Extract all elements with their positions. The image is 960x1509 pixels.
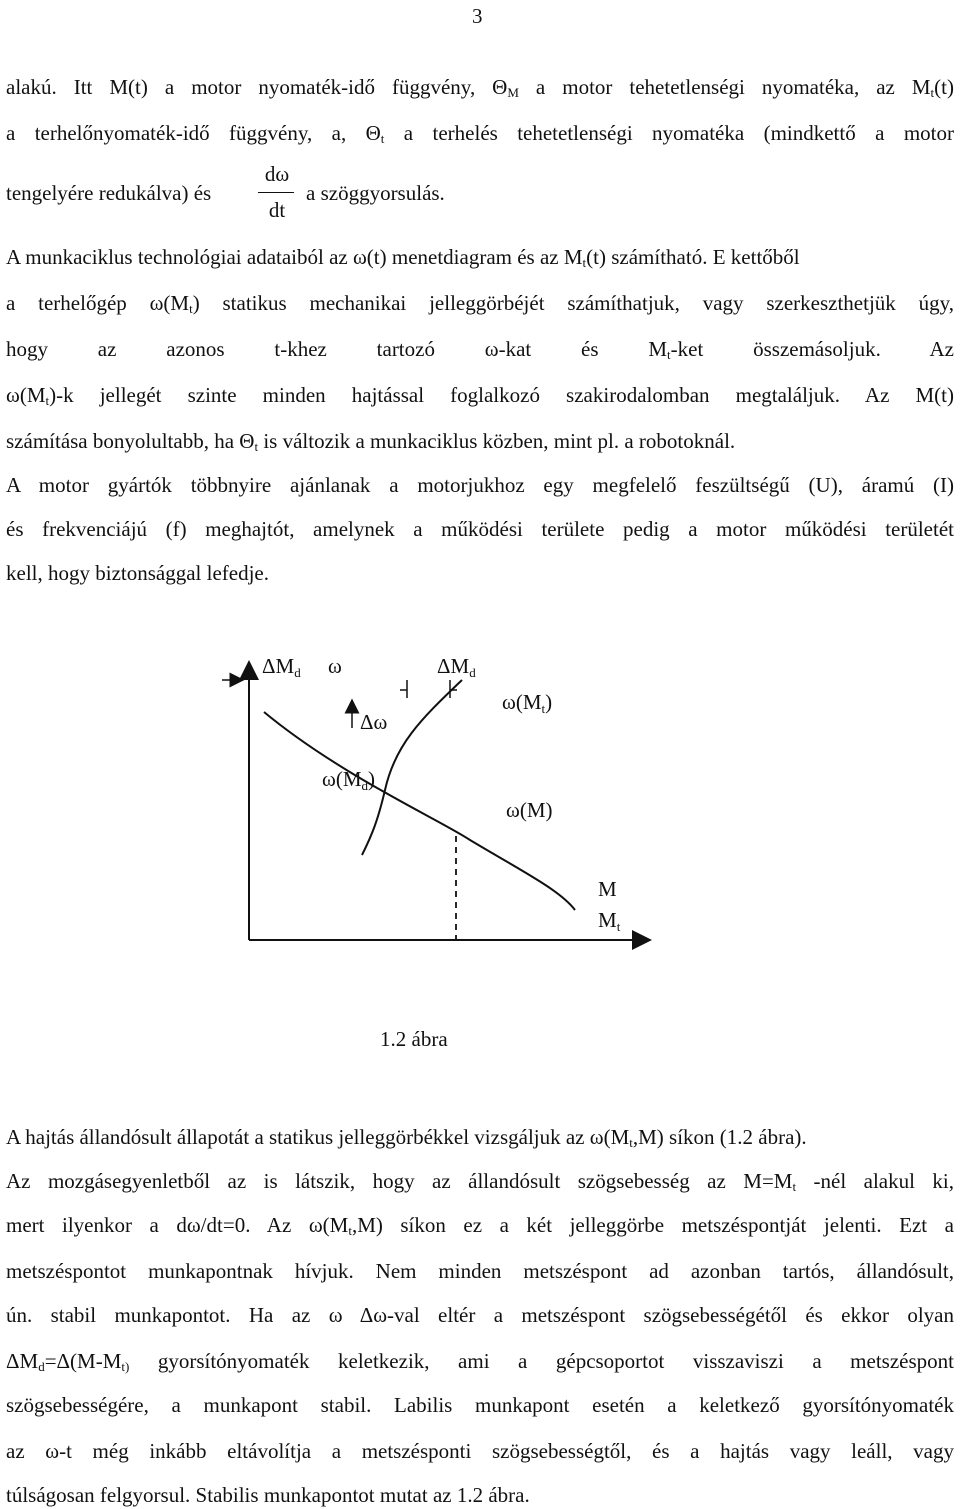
- para4-line9: túlságosan felgyorsul. Stabilis munkapontot mutat az 1.2 ábra.: [6, 1483, 530, 1507]
- subscript: t: [582, 255, 587, 270]
- para4-line5: ún. stabil munkapontot. Ha az ω Δω-val eltér a metszéspont szögsebességétől és ekkor olyan: [6, 1303, 954, 1327]
- subscript: t: [380, 131, 385, 146]
- label-axis-m: M: [598, 877, 617, 901]
- text-run: )-k jellegét szinte minden hajtással foglalkozó szakirodalomban megtaláljuk. Az M(t): [49, 383, 954, 407]
- subscript: t: [254, 439, 259, 454]
- para2-line2: [6, 290, 954, 316]
- label-axis-mt: Mt: [598, 908, 621, 934]
- label-delta-md-right: ΔMd: [437, 654, 476, 680]
- para2-line1: [6, 244, 954, 270]
- para4-line8: az ω-t még inkább eltávolítja a metszésponti szögsebességtől, és a hajtás vagy leáll, vagy: [6, 1439, 954, 1463]
- para3-line1: A motor gyártók többnyire ajánlanak a motorjukhoz egy megfelelő feszültségű (U), áramú (I): [6, 473, 954, 497]
- label-delta-md-left: ΔMd: [262, 654, 301, 680]
- label-omega-mt: ω(Mt): [502, 690, 553, 716]
- subscript: t: [348, 1223, 352, 1238]
- text-run: a motor tehetetlenségi nyomatéka, az M: [518, 75, 931, 99]
- para3-line3: kell, hogy biztonsággal lefedje.: [6, 561, 270, 585]
- para4-line3: [6, 1212, 954, 1238]
- subscript: M: [507, 85, 519, 100]
- fraction-numerator: dω: [264, 162, 290, 186]
- label-omega-md: ω(Md): [322, 767, 375, 793]
- fraction-bar: [258, 192, 294, 193]
- subscript: t: [667, 347, 671, 362]
- text-run: számítása bonyolultabb, ha Θ: [6, 429, 255, 453]
- subscript: t: [792, 1179, 797, 1194]
- text-run: ) statikus mechanikai jelleggörbéjét számíthatjuk, vagy szerkeszthetjük úgy,: [192, 291, 954, 315]
- text-run: ω(M: [6, 383, 46, 407]
- label-omega-axis: ω: [328, 654, 342, 678]
- figure-omega-m-diagram: [0, 640, 960, 960]
- para2-line5: [6, 428, 954, 454]
- text-run: (t): [934, 75, 954, 99]
- subscript: t: [930, 85, 935, 100]
- para4-line1: [6, 1124, 954, 1150]
- figure-caption: 1.2 ábra: [380, 1027, 448, 1051]
- fraction-denominator: dt: [268, 198, 286, 222]
- text-run: mert ilyenkor a dω/dt=0. Az ω(M: [6, 1213, 349, 1237]
- text-run: ,M) síkon (1.2 ábra).: [632, 1125, 807, 1149]
- text-run: a terhelés tehetetlenségi nyomatéka (mindkettő a motor: [384, 121, 954, 145]
- para4-line4: metszéspontot munkapontnak hívjuk. Nem minden metszéspont ad azonban tartós, állandósult,: [6, 1259, 954, 1283]
- text-run: ΔM: [6, 1349, 39, 1373]
- text-run: ,M) síkon ez a két jelleggörbe metszéspontját jelenti. Ezt a: [351, 1213, 954, 1237]
- para3-line2: és frekvenciájú (f) meghajtót, amelynek a működési területe pedig a motor működési területét: [6, 517, 954, 541]
- label-omega-m: ω(M): [506, 798, 553, 822]
- para1-line2: [6, 120, 954, 146]
- subscript: t: [629, 1135, 633, 1150]
- text-run: alakú. Itt M(t) a motor nyomaték-idő függvény, Θ: [6, 75, 508, 99]
- text-run: A hajtás állandósult állapotát a statikus jelleggörbékkel vizsgáljuk az ω(M: [6, 1125, 630, 1149]
- subscript: d: [38, 1359, 45, 1374]
- subscript: t: [45, 393, 50, 408]
- text-run: Az mozgásegyenletből az is látszik, hogy az állandósult szögsebesség az M=M: [6, 1169, 793, 1193]
- para4-line2: [6, 1168, 954, 1194]
- text-run: hogy az azonos t-khez tartozó ω-kat és M: [6, 337, 668, 361]
- text-run: is változik a munkaciklus közben, mint pl. a robotoknál.: [258, 429, 736, 453]
- text-run: -nél alakul ki,: [796, 1169, 955, 1193]
- subscript: t): [121, 1359, 130, 1374]
- para2-line4: [6, 382, 954, 408]
- page-number: 3: [472, 4, 483, 28]
- text-run: a terhelőgép ω(M: [6, 291, 190, 315]
- para4-line6: [6, 1348, 954, 1374]
- text-run: A munkaciklus technológiai adataiból az ω(t) menetdiagram és az M: [6, 245, 583, 269]
- para1-line1: [6, 74, 954, 100]
- para1-line3a: tengelyére redukálva) és: [6, 181, 212, 205]
- text-run: gyorsítónyomaték keletkezik, ami a gépcsoportot visszaviszi a metszéspont: [129, 1349, 954, 1373]
- subscript: t: [189, 301, 193, 316]
- para2-line3: [6, 336, 954, 362]
- label-delta-omega: Δω: [360, 710, 388, 734]
- text-run: (t) számítható. E kettőből: [586, 245, 800, 269]
- para1-line3b: a szöggyorsulás.: [306, 181, 445, 205]
- load-curve: [362, 680, 462, 855]
- text-run: =Δ(M-M: [44, 1349, 122, 1373]
- para4-line7: szögsebességére, a munkapont stabil. Labilis munkapont esetén a keletkező gyorsítónyomaték: [6, 1393, 954, 1417]
- text-run: -ket összemásoljuk. Az: [670, 337, 954, 361]
- text-run: a terhelőnyomaték-idő függvény, a, Θ: [6, 121, 381, 145]
